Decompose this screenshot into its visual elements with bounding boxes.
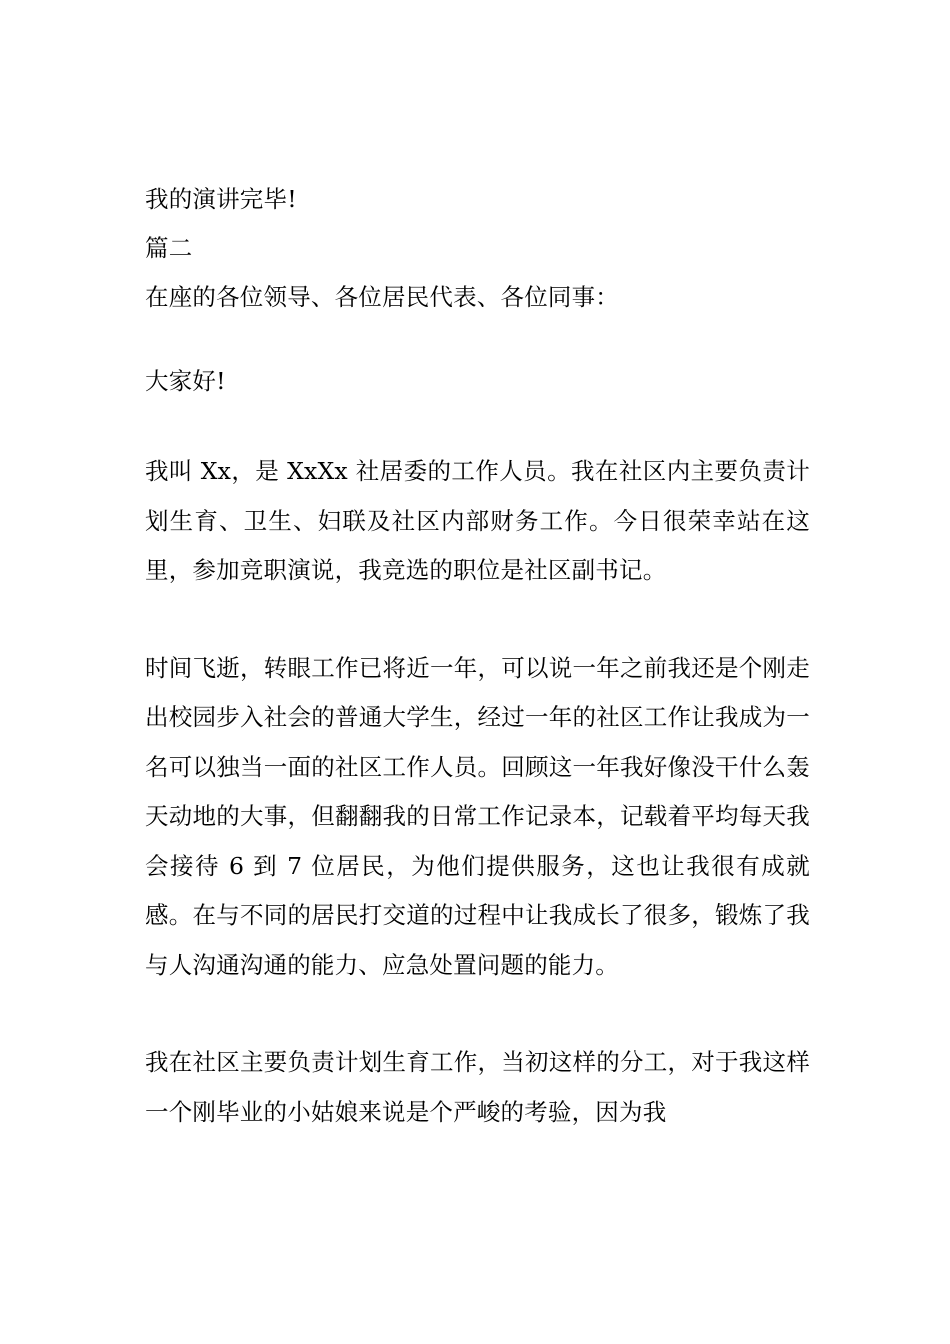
paragraph-family-planning: 我在社区主要负责计划生育工作，当初这样的分工，对于我这样一个刚毕业的小姑娘来说是个严峻的考验，因为我 [145,1048,810,1126]
greeting: 大家好! [145,367,226,395]
document-body [145,181,810,1137]
section-heading: 篇二 [145,234,193,262]
salutation: 在座的各位领导、各位居民代表、各位同事： [145,283,619,311]
closing-line: 我的演讲完毕! [145,185,297,213]
paragraph-work-review: 时间飞逝，转眼工作已将近一年，可以说一年之前我还是个刚走出校园步入社会的普通大学生，经过一年的社区工作让我成为一名可以独当一面的社区工作人员。回顾这一年我好像没干什么轰天动地的大事，但翻翻我的日常工作记录本，记载着平均每天我会接待 6 到 7 位居民，为他们提供服务，这也让我很有成就感。在与不同的居民打交道的过程中让我成长了很多，锻炼了我与人沟通沟通的能力、应急处置问题的能力。 [145,653,810,979]
paragraph-introduction: 我叫 Xx，是 XxXx 社居委的工作人员。我在社区内主要负责计划生育、卫生、妇联及社区内部财务工作。今日很荣幸站在这里，参加竞职演说，我竞选的职位是社区副书记。 [145,457,810,584]
